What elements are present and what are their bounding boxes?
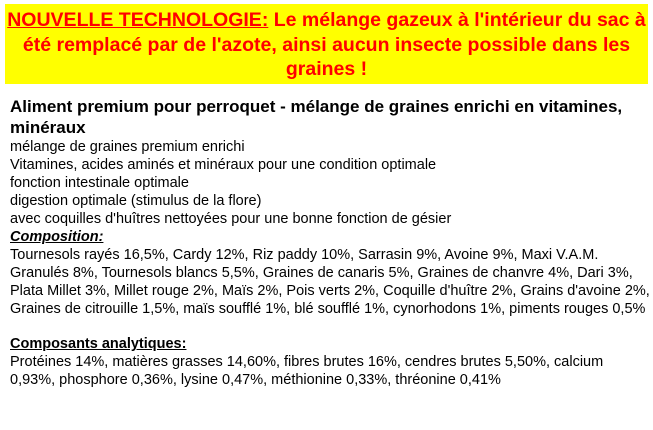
feature-line: mélange de graines premium enrichi [10,139,245,155]
analytics-heading: Composants analytiques: [10,336,187,352]
spacer [10,318,650,335]
product-description [10,96,650,389]
technology-notice-banner [5,4,648,84]
feature-line: Vitamines, acides aminés et minéraux pour une condition optimale [10,157,437,173]
feature-line: digestion optimale (stimulus de la flore) [10,193,262,209]
feature-line: avec coquilles d'huîtres nettoyées pour une bonne fonction de gésier [10,211,452,227]
analytics-text: Protéines 14%, matières grasses 14,60%, fibres brutes 16%, cendres brutes 5,50%, calcium 0,93%, phosphore 0,36%, lysine 0,47%, méthionine 0,33%, thréonine 0,41% [10,354,604,388]
feature-line: fonction intestinale optimale [10,175,189,191]
notice-text: Le mélange gazeux à l'intérieur du sac à été remplacé par de l'azote, ainsi aucun insecte possible dans les graines ! [22,9,646,80]
notice-label: NOUVELLE TECHNOLOGIE: [7,9,269,31]
product-title: Aliment premium pour perroquet - mélange de graines enrichi en vitamines, minéraux [10,97,623,137]
composition-heading: Composition: [10,229,104,245]
composition-text: Tournesols rayés 16,5%, Cardy 12%, Riz paddy 10%, Sarrasin 9%, Avoine 9%, Maxi V.A.M. Granulés 8%, Tournesols blancs 5,5%, Graines de canaris 5%, Graines de chanvre 4%, Dari 3%, Plata Millet 3%, Millet rouge 2%, Maïs 2%, Pois verts 2%, Coquille d'huître 2%, Grains d'avoine 2%, Graines de citrouille 1,5%, maïs soufflé 1%, blé soufflé 1%, cynorhodons 1%, piments rouges 0,5% [10,247,650,317]
